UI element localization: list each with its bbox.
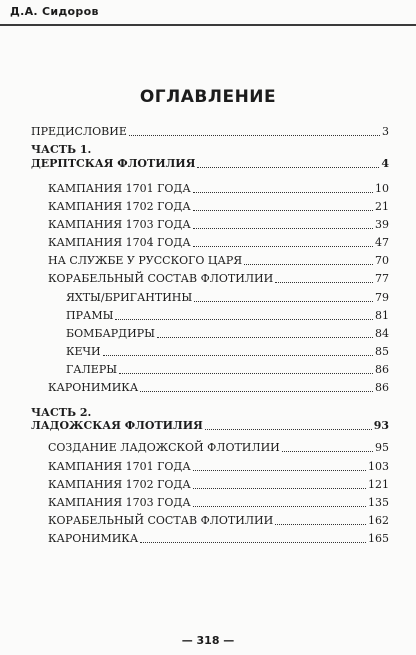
part2-heading: ЧАСТЬ 2.	[31, 406, 92, 419]
toc-entry	[48, 441, 389, 454]
toc-leader-dots	[119, 372, 373, 374]
toc-leader-dots	[275, 523, 366, 525]
toc-entry-label: КОРАБЕЛЬНЫЙ СОСТАВ ФЛОТИЛИИ	[48, 514, 274, 527]
toc-leader-dots	[193, 505, 366, 507]
toc-leader-dots	[140, 541, 366, 543]
toc-entry-page: 4	[381, 157, 389, 170]
toc-entry-label: КЕЧИ	[66, 345, 101, 358]
toc-entry-page: 77	[375, 272, 389, 285]
toc-entry-label: КАМПАНИЯ 1701 ГОДА	[48, 460, 191, 473]
toc-leader-dots	[275, 281, 373, 283]
toc-leader-dots	[115, 318, 373, 320]
toc-entry	[48, 478, 389, 491]
toc-entry-label: СОЗДАНИЕ ЛАДОЖСКОЙ ФЛОТИЛИИ	[48, 441, 280, 454]
toc-entry-page: 86	[375, 381, 389, 394]
toc-leader-dots	[282, 450, 373, 452]
toc-entry-page: 121	[368, 478, 389, 491]
toc-entry	[66, 291, 389, 304]
toc-entry-label: КАМПАНИЯ 1702 ГОДА	[48, 478, 191, 491]
toc-entry-page: 103	[368, 460, 389, 473]
toc-leader-dots	[193, 469, 366, 471]
toc-entry-part2	[31, 419, 389, 432]
toc-entry	[48, 496, 389, 509]
toc-entry-label: КАРОНИМИКА	[48, 381, 139, 394]
toc-entry	[48, 532, 389, 545]
toc-leader-dots	[140, 390, 373, 392]
toc-entry	[48, 182, 389, 195]
toc-entry-label: КАМПАНИЯ 1702 ГОДА	[48, 200, 191, 213]
toc-leader-dots	[193, 487, 366, 489]
page-title: ОГЛАВЛЕНИЕ	[139, 87, 277, 107]
toc-entry	[48, 514, 389, 527]
toc-leader-dots	[205, 428, 372, 430]
toc-entry-page: 21	[375, 200, 389, 213]
toc-entry-page: 84	[375, 327, 389, 340]
toc-entry-label: ЛАДОЖСКАЯ ФЛОТИЛИЯ	[31, 419, 203, 432]
toc-entry	[48, 272, 389, 285]
toc-entry-page: 81	[375, 309, 389, 322]
toc-entry-label: ДЕРПТСКАЯ ФЛОТИЛИЯ	[31, 157, 196, 170]
toc-entry	[48, 460, 389, 473]
toc-entry-label: ПРАМЫ	[66, 309, 114, 322]
toc-entry-label: НА СЛУЖБЕ У РУССКОГО ЦАРЯ	[48, 254, 243, 267]
toc-entry-page: 70	[375, 254, 389, 267]
running-header	[0, 0, 416, 28]
toc-leader-dots	[194, 300, 373, 302]
toc-entry-page: 95	[375, 441, 389, 454]
toc-entry	[66, 309, 389, 322]
toc-entry-label: КОРАБЕЛЬНЫЙ СОСТАВ ФЛОТИЛИИ	[48, 272, 274, 285]
toc-leader-dots	[244, 263, 373, 265]
toc-entry	[48, 200, 389, 213]
toc-entry-page: 47	[375, 236, 389, 249]
toc-entry	[48, 381, 389, 394]
toc-leader-dots	[157, 336, 373, 338]
toc-leader-dots	[193, 227, 373, 229]
toc-leader-dots	[103, 354, 373, 356]
toc-entry-label: КАМПАНИЯ 1701 ГОДА	[48, 182, 191, 195]
toc-entry-label: КАРОНИМИКА	[48, 532, 139, 545]
toc-entry-label: КАМПАНИЯ 1703 ГОДА	[48, 496, 191, 509]
toc-entry-page: 93	[373, 419, 389, 432]
toc-entry-page: 165	[368, 532, 389, 545]
toc-entry	[66, 363, 389, 376]
toc-entry-page: 3	[382, 125, 389, 138]
toc-entry	[66, 327, 389, 340]
toc-entry	[48, 254, 389, 267]
toc-entry-label: ПРЕДИСЛОВИЕ	[31, 125, 127, 138]
toc-entry	[48, 218, 389, 231]
toc-entry-page: 162	[368, 514, 389, 527]
toc-leader-dots	[129, 134, 380, 136]
part1-heading: ЧАСТЬ 1.	[31, 143, 92, 156]
toc-entry-label: ГАЛЕРЫ	[66, 363, 118, 376]
toc-leader-dots	[193, 209, 373, 211]
toc-entry-page: 39	[375, 218, 389, 231]
page-number: — 318 —	[181, 634, 235, 647]
toc-leader-dots	[193, 245, 373, 247]
toc-entry-label: КАМПАНИЯ 1703 ГОДА	[48, 218, 191, 231]
running-header-author: Д.А. Сидоров	[10, 5, 99, 18]
toc-entry-page: 10	[375, 182, 389, 195]
toc-entry-part1	[31, 157, 389, 170]
toc-entry-label: ЯХТЫ/БРИГАНТИНЫ	[66, 291, 193, 304]
toc-leader-dots	[197, 166, 379, 168]
toc-entry-page: 86	[375, 363, 389, 376]
toc-entry-page: 85	[375, 345, 389, 358]
header-rule	[0, 24, 416, 26]
toc-entry-preface	[31, 125, 389, 138]
toc-entry-label: КАМПАНИЯ 1704 ГОДА	[48, 236, 191, 249]
toc-entry	[48, 236, 389, 249]
toc-entry-page: 79	[375, 291, 389, 304]
toc-entry-page: 135	[368, 496, 389, 509]
toc-leader-dots	[193, 191, 373, 193]
toc-entry	[66, 345, 389, 358]
toc-entry-label: БОМБАРДИРЫ	[66, 327, 155, 340]
